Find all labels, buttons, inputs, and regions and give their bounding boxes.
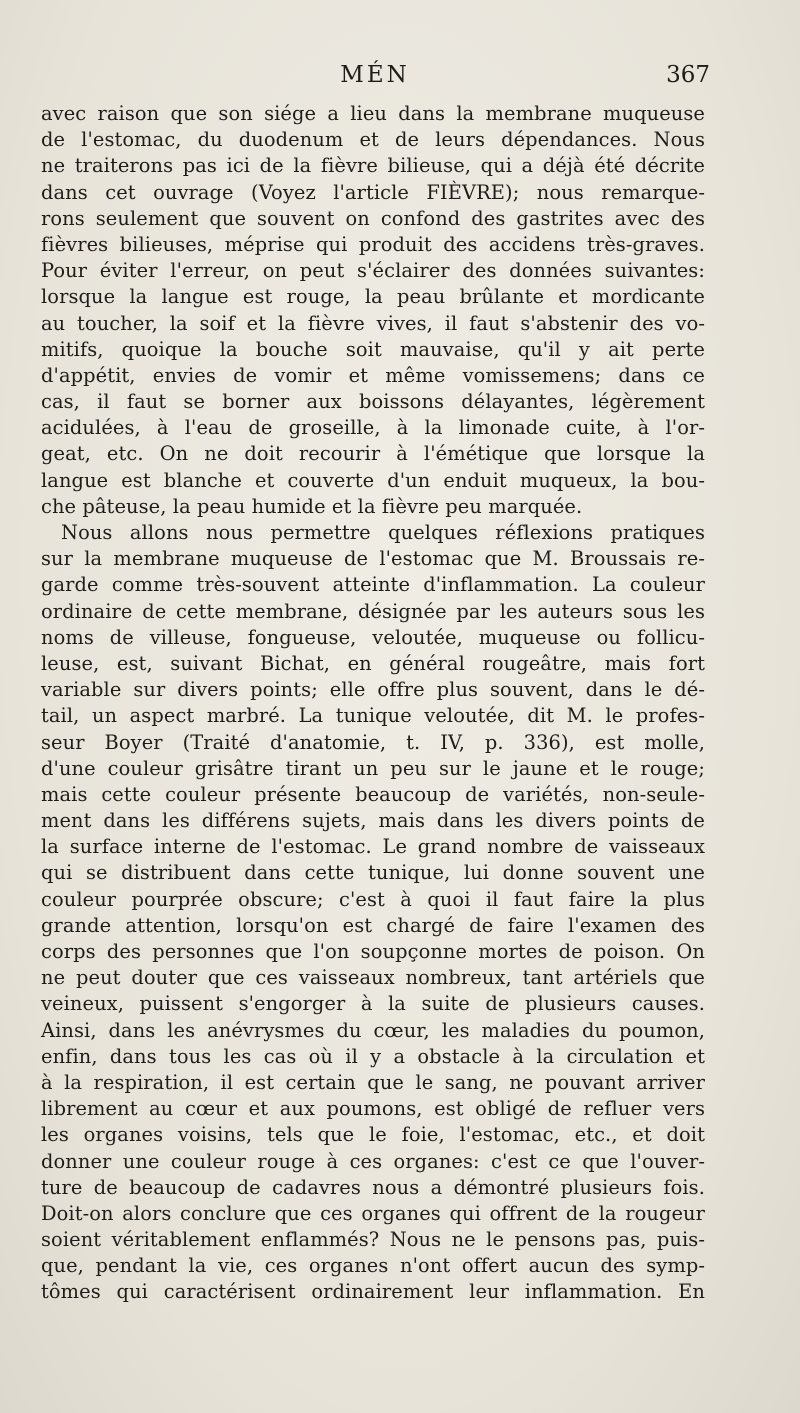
text-line: qui se distribuent dans cette tunique, lui donne souvent une xyxy=(41,861,705,885)
text-line: lorsque la langue est rouge, la peau brûlante et mordicante xyxy=(41,285,705,309)
text-line: les organes voisins, tels que le foie, l'estomac, etc., et doit xyxy=(41,1123,705,1147)
paragraph-1 xyxy=(41,101,705,520)
text-line: cas, il faut se borner aux boissons délayantes, légèrement xyxy=(41,390,705,414)
text-line: Ainsi, dans les anévrysmes du cœur, les maladies du poumon, xyxy=(41,1018,705,1042)
text-line: Doit-on alors conclure que ces organes qui offrent de la rougeur xyxy=(41,1201,705,1225)
text-line: tômes qui caractérisent ordinairement leur inflammation. En xyxy=(41,1280,705,1304)
text-line: d'appétit, envies de vomir et même vomissemens; dans ce xyxy=(41,363,705,387)
text-line: à la respiration, il est certain que le sang, ne pouvant arriver xyxy=(41,1070,705,1094)
text-line: ment dans les différens sujets, mais dans les divers points de xyxy=(41,809,705,833)
text-line: mais cette couleur présente beaucoup de variétés, non-seule- xyxy=(41,782,705,806)
page-header xyxy=(40,62,710,98)
text-line: grande attention, lorsqu'on est chargé de faire l'examen des xyxy=(41,913,705,937)
text-line: noms de villeuse, fongueuse, veloutée, muqueuse ou follicu- xyxy=(41,625,705,649)
text-line: seur Boyer (Traité d'anatomie, t. IV, p. 336), est molle, xyxy=(41,730,705,754)
text-line: ordinaire de cette membrane, désignée par les auteurs sous les xyxy=(41,599,705,623)
text-line: langue est blanche et couverte d'un enduit muqueux, la bou- xyxy=(41,468,705,492)
text-line: couleur pourprée obscure; c'est à quoi il faut faire la plus xyxy=(41,887,705,911)
text-line: au toucher, la soif et la fièvre vives, il faut s'abstenir des vo- xyxy=(41,311,705,335)
text-line: leuse, est, suivant Bichat, en général rougeâtre, mais fort xyxy=(41,651,705,675)
text-line: donner une couleur rouge à ces organes: c'est ce que l'ouver- xyxy=(41,1149,705,1173)
text-line: mitifs, quoique la bouche soit mauvaise, qu'il y ait perte xyxy=(41,337,705,361)
text-line: enfin, dans tous les cas où il y a obstacle à la circulation et xyxy=(41,1044,705,1068)
text-line: tail, un aspect marbré. La tunique veloutée, dit M. le profes- xyxy=(41,704,705,728)
text-line: garde comme très-souvent atteinte d'inflammation. La couleur xyxy=(41,573,705,597)
body-text xyxy=(41,101,705,1306)
text-line: Pour éviter l'erreur, on peut s'éclairer des données suivantes: xyxy=(41,259,705,283)
text-line: librement au cœur et aux poumons, est obligé de refluer vers xyxy=(41,1097,705,1121)
text-line: che pâteuse, la peau humide et la fièvre peu marquée. xyxy=(41,494,583,518)
text-line: geat, etc. On ne doit recourir à l'émétique que lorsque la xyxy=(41,442,705,466)
text-line: corps des personnes que l'on soupçonne mortes de poison. On xyxy=(41,940,705,963)
text-line: variable sur divers points; elle offre plus souvent, dans le dé- xyxy=(41,678,705,702)
text-line: fièvres bilieuses, méprise qui produit des accidens très-graves. xyxy=(41,232,705,256)
text-line: la surface interne de l'estomac. Le grand nombre de vaisseaux xyxy=(41,835,705,859)
paragraph-2 xyxy=(41,520,705,1306)
text-line: dans cet ouvrage (Voyez l'article FIÈVRE); nous remarque- xyxy=(41,180,705,204)
running-head: MÉN xyxy=(340,62,410,88)
text-line: veineux, puissent s'engorger à la suite de plusieurs causes. xyxy=(41,992,705,1016)
text-line: de l'estomac, du duodenum et de leurs dépendances. Nous xyxy=(41,128,705,152)
text-line: d'une couleur grisâtre tirant un peu sur le jaune et le rouge; xyxy=(41,756,705,780)
page-number: 367 xyxy=(666,62,710,88)
text-line: soient véritablement enflammés? Nous ne le pensons pas, puis- xyxy=(41,1228,705,1252)
text-line: ne traiterons pas ici de la fièvre bilieuse, qui a déjà été décrite xyxy=(41,154,705,178)
text-line: ture de beaucoup de cadavres nous a démontré plusieurs fois. xyxy=(41,1175,705,1199)
text-line: que, pendant la vie, ces organes n'ont offert aucun des symp- xyxy=(41,1254,705,1278)
text-line: Nous allons nous permettre quelques réflexions pratiques xyxy=(61,521,705,544)
text-line: rons seulement que souvent on confond des gastrites avec des xyxy=(41,206,705,230)
text-line: avec raison que son siége a lieu dans la membrane muqueuse xyxy=(41,102,705,125)
text-line: sur la membrane muqueuse de l'estomac que M. Broussais re- xyxy=(41,547,705,571)
text-line: acidulées, à l'eau de groseille, à la limonade cuite, à l'or- xyxy=(41,416,705,440)
text-line: ne peut douter que ces vaisseaux nombreux, tant artériels que xyxy=(41,966,705,990)
